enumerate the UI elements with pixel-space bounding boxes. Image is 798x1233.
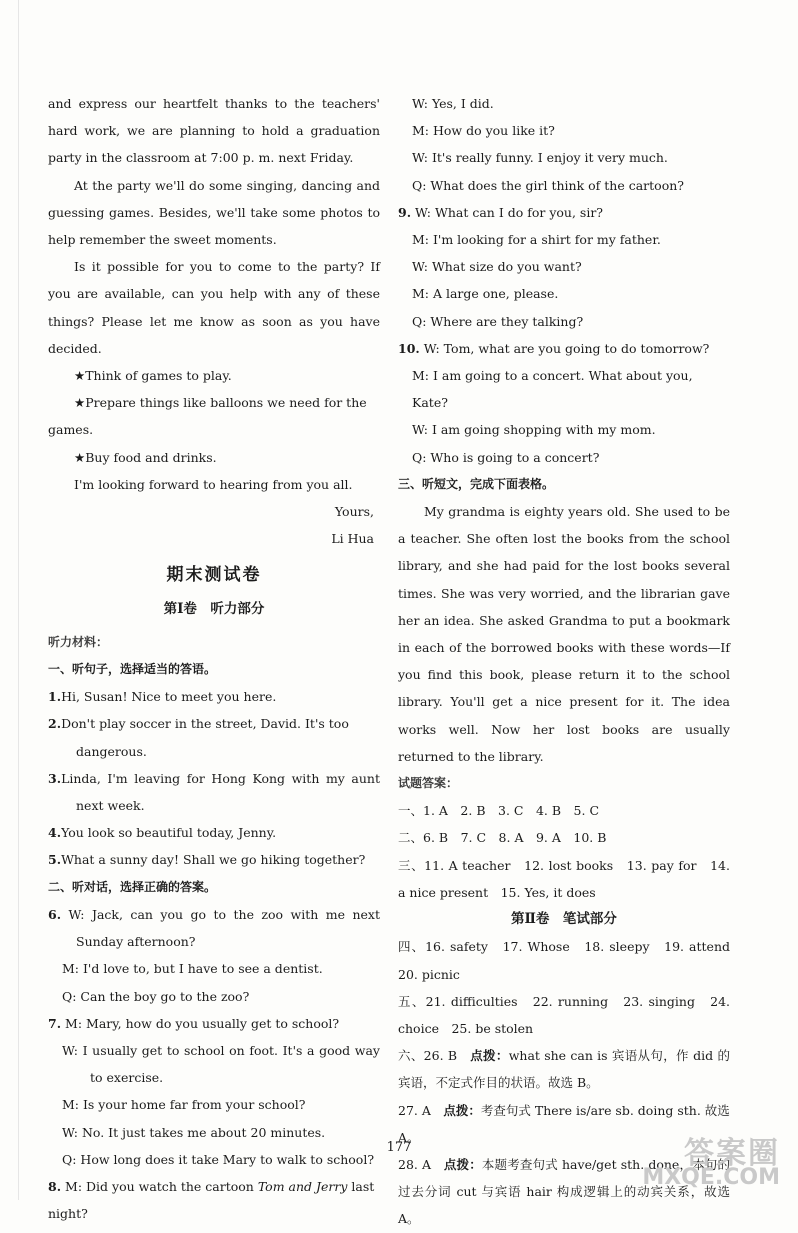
dialogue-line: Q: What does the girl think of the cartoon? (412, 177, 684, 193)
letter-paragraph-1: and express our heartfelt thanks to the teachers' hard work, we are planning to hold a graduation party in the classroom at 7:00 p. m. next Friday. (48, 96, 380, 166)
dialogue-line: Q: Who is going to a concert? (412, 449, 600, 465)
answer-row: 四、16. safety 17. Whose 18. sleepy 19. attend 20. picnic (398, 939, 743, 982)
page-number: 177 (386, 1140, 412, 1155)
dialogue-line: M: Is your home far from your school? (62, 1097, 306, 1113)
letter-paragraph-2: At the party we'll do some singing, dancing and guessing games. Besides, we'll take some photos to help remember the sweet moments. (48, 177, 380, 248)
answer-row: 一、1. A 2. B 3. C 4. B 5. C (398, 803, 600, 819)
left-column (48, 90, 380, 1227)
answer-row: 三、11. A teacher 12. lost books 13. pay for 14. a nice present 15. Yes, it does (398, 857, 730, 900)
part-1-title: 第Ⅰ卷 听力部分 (163, 600, 265, 617)
exam-title: 期末测试卷 (166, 565, 262, 586)
dialogue-line: W: I usually get to school on foot. It's a good way to exercise. (62, 1042, 380, 1086)
list-item: 1.Hi, Susan! Nice to meet you here. (48, 689, 277, 705)
bullet-item: ★Think of games to play. (74, 368, 232, 384)
dialogue-line: M: I'd love to, but I have to see a dentist. (62, 961, 323, 977)
answer-row: 二、6. B 7. C 8. A 9. A 10. B (398, 830, 607, 846)
list-item: 5.What a sunny day! Shall we go hiking together? (48, 852, 366, 868)
dialogue-line: Q: Where are they talking? (412, 313, 584, 329)
dialogue-line: 10. W: Tom, what are you going to do tomorrow? (398, 340, 710, 356)
dialogue-line: 9. W: What can I do for you, sir? (398, 204, 604, 220)
bullet-item: ★Prepare things like balloons we need for the games. (48, 395, 367, 438)
dialogue-line: 6. W: Jack, can you go to the zoo with me next Sunday afternoon? (48, 906, 380, 950)
dialogue-line: W: Yes, I did. (412, 96, 494, 111)
answers-label: 试题答案： (398, 776, 459, 791)
closing-line: I'm looking forward to hearing from you all. (74, 476, 353, 492)
section-1-heading: 一、听句子，选择适当的答语。 (48, 662, 217, 677)
dialogue-line: Q: Can the boy go to the zoo? (62, 988, 250, 1004)
dialogue-line: M: How do you like it? (412, 123, 555, 139)
letter-paragraph-3: Is it possible for you to come to the party? If you are available, can you help with any of these things? Please let me know as soon as you have decided. (48, 259, 380, 356)
list-item: 3.Linda, I'm leaving for Hong Kong with my aunt next week. (48, 770, 380, 814)
answer-explanation: 28. A 点拨：本题考查句式 have/get sth. done，本句的过去分词 cut 与宾语 hair 构成逻辑上的动宾关系，故选 A。 (398, 1156, 730, 1227)
dialogue-line: Q: How long does it take Mary to walk to school? (62, 1151, 375, 1167)
list-item: 2.Don't play soccer in the street, David. It's too dangerous. (48, 716, 349, 759)
answer-explanation: 六、26. B 点拨：what she can is 宾语从句，作 did 的宾语，不定式作目的状语。故选 B。 (398, 1048, 730, 1091)
bullet-item: ★Buy food and drinks. (74, 449, 217, 465)
dialogue-line: M: I'm looking for a shirt for my father. (412, 232, 661, 248)
watermark-logo: 答案圈 MXQE.COM (642, 1136, 780, 1190)
listening-passage: My grandma is eighty years old. She used to be a teacher. She often lost the books from the school library, and she had paid for the lost books several times. She was very worried, and the librarian gave her an idea. She asked Grandma to put a bookmark in each of the borrowed books with these words—If you find this book, please return it to the school library. You'll get a nice present for it. The idea works well. Now her lost books are usually returned to the library. (398, 504, 730, 764)
dialogue-line: W: No. It just takes me about 20 minutes. (62, 1124, 326, 1140)
dialogue-line: M: I am going to a concert. What about you, Kate? (412, 368, 693, 411)
section-2-heading: 二、听对话，选择正确的答案。 (48, 879, 217, 894)
part-2-title: 第Ⅱ卷 笔试部分 (511, 911, 617, 928)
answer-explanation: 27. A 点拨：考查句式 There is/are sb. doing sth. 故选 A。 (398, 1102, 730, 1145)
dialogue-line: 8. M: Did you watch the cartoon Tom and Jerry last night? (48, 1178, 375, 1222)
dialogue-line: W: What size do you want? (412, 259, 582, 275)
signature: Li Hua (331, 531, 374, 547)
dialogue-line: W: It's really funny. I enjoy it very much. (412, 150, 668, 166)
materials-label: 听力材料： (48, 634, 109, 649)
answer-row: 五、21. difficulties 22. running 23. singing 24. choice 25. be stolen (398, 993, 730, 1036)
dialogue-line: W: I am going shopping with my mom. (412, 422, 656, 438)
dialogue-line: M: A large one, please. (412, 286, 559, 302)
section-3-heading: 三、听短文，完成下面表格。 (398, 476, 555, 491)
binding-margin (18, 0, 19, 1200)
dialogue-line: 7. M: Mary, how do you usually get to school? (48, 1015, 340, 1031)
right-column (398, 90, 743, 1233)
sign-off: Yours, (334, 504, 374, 520)
list-item: 4.You look so beautiful today, Jenny. (48, 825, 277, 841)
